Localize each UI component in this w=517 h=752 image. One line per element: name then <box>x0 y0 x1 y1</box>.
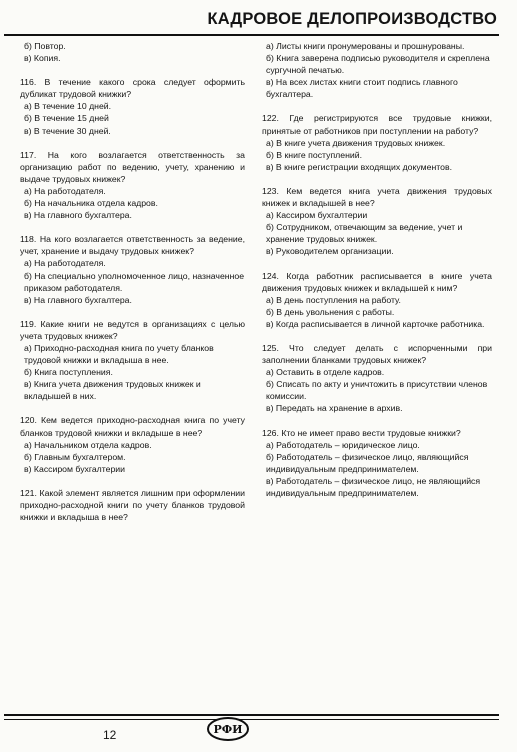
question-text: 120. Кем ведется приходно-расходная книга по учету бланков трудовой книжки и вкладыше в нее? <box>20 415 245 438</box>
question-block <box>20 414 245 474</box>
answer-option: в) На всех листах книги стоит подпись главного бухгалтера. <box>266 77 458 100</box>
question-text: 123. Кем ведется книга учета движения трудовых книжек и вкладышей в нее? <box>262 185 492 209</box>
answer-option: в) Когда расписывается в личной карточке работника. <box>266 318 485 329</box>
question-block <box>262 40 492 100</box>
answer-option: в) В книге регистрации входящих документов. <box>266 161 452 172</box>
answer-option: а) В день поступления на работу. <box>266 294 401 305</box>
answer-option: в) В течение 30 дней. <box>24 125 111 136</box>
footer-divider-top <box>4 714 499 716</box>
publisher-logo-text: РФИ <box>213 723 243 736</box>
answer-option: в) Кассиром бухгалтерии <box>24 463 126 474</box>
answer-option: б) Работодатель – физическое лицо, являющийся индивидуальным предпринимателем. <box>266 451 469 474</box>
right-column <box>262 40 492 511</box>
question-text: 118. На кого возлагается ответственность за ведение, учет, хранение и выдачу трудовых книжек? <box>20 234 245 257</box>
answer-option: а) Работодатель – юридическое лицо. <box>266 439 420 450</box>
publisher-logo <box>206 716 250 742</box>
answer-option: а) На работодателя. <box>24 185 106 196</box>
question-text: 125. Что следует делать с испорченными при заполнении бланками трудовых книжек? <box>262 342 492 366</box>
answer-option: б) В день увольнения с работы. <box>266 306 395 317</box>
answer-option: б) Списать по акту и уничтожить в присутствии членов комиссии. <box>266 379 488 402</box>
answer-option: б) На специально уполномоченное лицо, назначенное приказом работодателя. <box>24 270 245 293</box>
answer-option: а) Начальником отдела кадров. <box>24 439 152 450</box>
question-block <box>20 40 245 64</box>
answer-option: б) Книга заверена подписью руководителя и скреплена сургучной печатью. <box>266 53 490 76</box>
question-block <box>262 270 492 330</box>
answer-option: б) Сотрудником, отвечающим за ведение, учет и хранение трудовых книжек. <box>266 222 463 245</box>
question-block <box>262 427 492 500</box>
question-block <box>20 149 245 222</box>
question-text: 122. Где регистрируются все трудовые книжки, принятые от работников при поступлении на работу? <box>262 113 492 136</box>
answer-option: б) Книга поступления. <box>24 367 113 378</box>
footer-divider-bottom <box>4 719 499 720</box>
answer-option: в) Работодатель – физическое лицо, не являющийся индивидуальным предпринимателем. <box>266 475 481 498</box>
answer-option: а) Листы книги пронумерованы и прошнурованы. <box>266 41 465 51</box>
question-block <box>20 233 245 306</box>
question-block <box>262 185 492 258</box>
answer-option: а) На работодателя. <box>24 258 106 269</box>
answer-option: в) На главного бухгалтера. <box>24 294 132 305</box>
answer-option: а) Кассиром бухгалтерии <box>266 210 368 221</box>
question-block <box>262 112 492 172</box>
page-number: 12 <box>103 728 117 742</box>
question-text: 119. Какие книги не ведутся в организациях с целью учета трудовых книжек? <box>20 318 245 341</box>
question-text: 124. Когда работник расписывается в книге учета движения трудовых книжек и вкладышей к ним? <box>262 270 492 293</box>
answer-option: в) Передать на хранение в архив. <box>266 403 403 414</box>
question-block <box>20 76 245 136</box>
question-block <box>262 342 492 415</box>
question-block <box>20 318 245 403</box>
answer-option: в) Книга учета движения трудовых книжек и вкладышей в них. <box>24 379 201 402</box>
answer-option: в) Копия. <box>24 53 61 64</box>
answer-option: а) Оставить в отделе кадров. <box>266 367 385 378</box>
answer-option: в) На главного бухгалтера. <box>24 210 132 221</box>
page-header-title: КАДРОВОЕ ДЕЛОПРОИЗВОДСТВО <box>207 10 497 28</box>
answer-option: а) В течение 10 дней. <box>24 101 112 112</box>
question-block <box>20 487 245 523</box>
answer-option: а) В книге учета движения трудовых книжек. <box>266 137 446 148</box>
question-text: 126. Кто не имеет право вести трудовые книжки? <box>262 427 461 438</box>
header-divider <box>4 34 499 36</box>
page-header <box>0 4 517 40</box>
answer-option: а) Приходно-расходная книга по учету бланков трудовой книжки и вкладыша в нее. <box>24 342 214 366</box>
question-text: 121. Какой элемент является лишним при оформлении приходно-расходной книги по учету бланков трудовой книжки и вкладыша в нее? <box>20 487 245 523</box>
answer-option: б) В книге поступлений. <box>266 149 362 160</box>
question-text: 117. На кого возлагается ответственность за организацию работ по ведению, учету, хранению и выдаче трудовых книжек? <box>20 149 245 184</box>
answer-option: б) Повтор. <box>24 41 66 51</box>
answer-option: б) На начальника отдела кадров. <box>24 198 158 209</box>
left-column <box>20 40 245 535</box>
answer-option: в) Руководителем организации. <box>266 246 394 257</box>
question-text: 116. В течение какого срока следует оформить дубликат трудовой книжки? <box>20 77 245 100</box>
answer-option: б) В течение 15 дней <box>24 113 109 124</box>
answer-option: б) Главным бухгалтером. <box>24 451 126 462</box>
